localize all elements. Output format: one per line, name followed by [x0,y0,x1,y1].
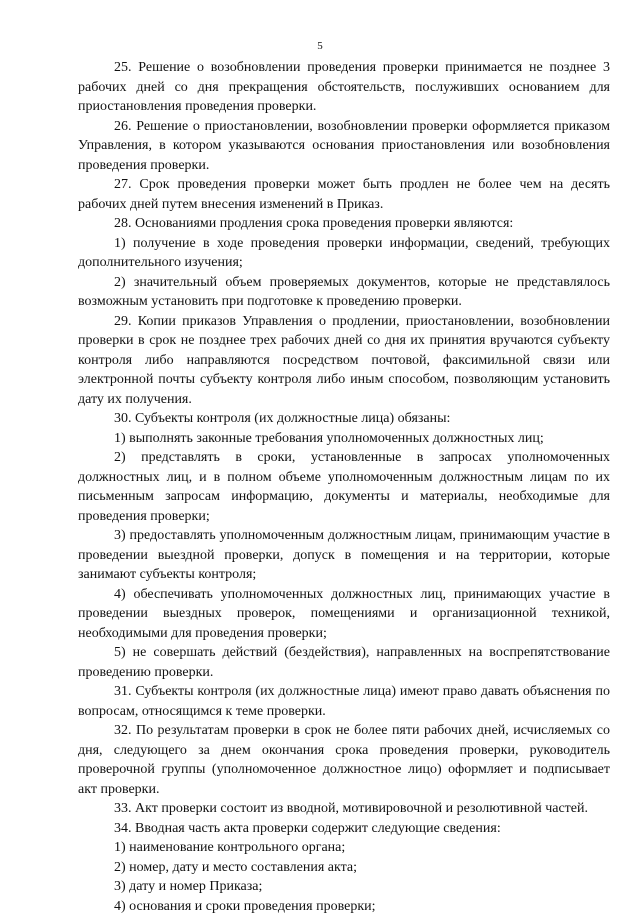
paragraph-29: 29. Копии приказов Управления о продлении, приостановлении, возобновлении проверки в срок не позднее трех рабочих дней со дня их принятия вручаются субъекту контроля либо направляются посредством почтовой, факсимильной связи или электронной почты субъекту контроля либо иным способом, позволяющим установить дату их получения. [78,312,610,410]
paragraph-27: 27. Срок проведения проверки может быть продлен не более чем на десять рабочих дней путем внесения изменений в Приказ. [78,175,610,214]
paragraph-28-item-2: 2) значительный объем проверяемых документов, которые не представлялось возможным установить при подготовке к проведению проверки. [78,273,610,312]
paragraph-34-item-3: 3) дату и номер Приказа; [78,877,610,897]
paragraph-31: 31. Субъекты контроля (их должностные лица) имеют право давать объяснения по вопросам, относящимся к теме проверки. [78,682,610,721]
paragraph-30: 30. Субъекты контроля (их должностные лица) обязаны: [78,409,610,429]
paragraph-30-item-2: 2) представлять в сроки, установленные в запросах уполномоченных должностных лиц, и в полном объеме уполномоченным должностным лицам по их письменным запросам информацию, документы и материалы, необходимые для проведения проверки; [78,448,610,526]
paragraph-30-item-1: 1) выполнять законные требования уполномоченных должностных лиц; [78,429,610,449]
page-number: 5 [0,40,640,52]
document-body [78,58,610,916]
paragraph-34-item-4: 4) основания и сроки проведения проверки; [78,897,610,916]
paragraph-32: 32. По результатам проверки в срок не более пяти рабочих дней, исчисляемых со дня, следующего за днем окончания срока проведения проверки, руководитель проверочной группы (уполномоченное должностное лицо) оформляет и подписывает акт проверки. [78,721,610,799]
paragraph-28: 28. Основаниями продления срока проведения проверки являются: [78,214,610,234]
paragraph-34-item-2: 2) номер, дату и место составления акта; [78,858,610,878]
paragraph-30-item-5: 5) не совершать действий (бездействия), направленных на воспрепятствование проведению проверки. [78,643,610,682]
paragraph-28-item-1: 1) получение в ходе проведения проверки информации, сведений, требующих дополнительного изучения; [78,234,610,273]
paragraph-30-item-3: 3) предоставлять уполномоченным должностным лицам, принимающим участие в проведении выездной проверки, допуск в помещения и на территории, которые занимают субъекты контроля; [78,526,610,585]
paragraph-34: 34. Вводная часть акта проверки содержит следующие сведения: [78,819,610,839]
paragraph-30-item-4: 4) обеспечивать уполномоченных должностных лиц, принимающих участие в проведении выездных проверок, помещениями и организационной техникой, необходимыми для проведения проверки; [78,585,610,644]
paragraph-33: 33. Акт проверки состоит из вводной, мотивировочной и резолютивной частей. [78,799,610,819]
paragraph-26: 26. Решение о приостановлении, возобновлении проверки оформляется приказом Управления, в котором указываются основания приостановления или возобновления проведения проверки. [78,117,610,176]
paragraph-34-item-1: 1) наименование контрольного органа; [78,838,610,858]
paragraph-25: 25. Решение о возобновлении проведения проверки принимается не позднее 3 рабочих дней со дня прекращения обстоятельств, послуживших основанием для приостановления проведения проверки. [78,58,610,117]
